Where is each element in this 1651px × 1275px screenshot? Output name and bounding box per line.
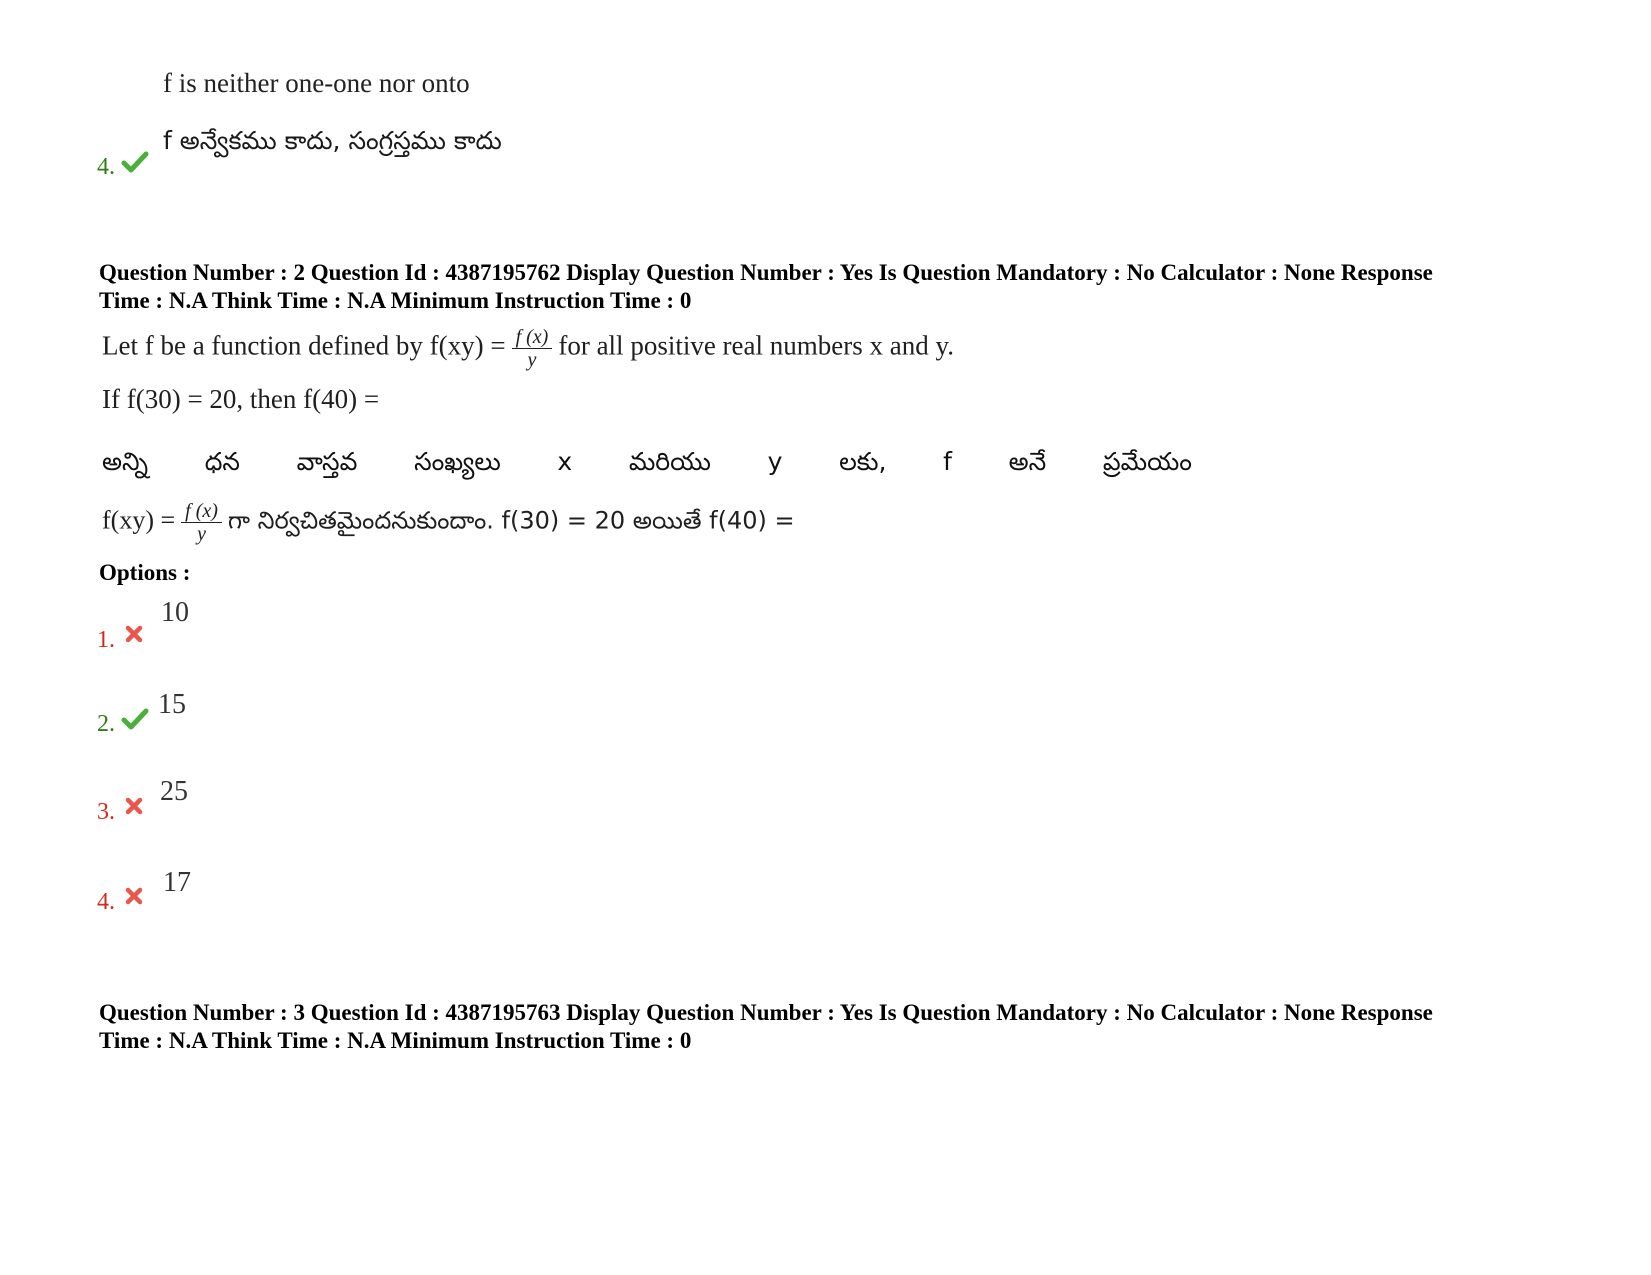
- check-icon: [121, 150, 149, 174]
- question-2-te-word: సంఖ్యలు: [414, 447, 501, 476]
- fraction-numerator: f (x): [512, 326, 553, 349]
- question-2-te-suffix: గా నిర్వచితమైందనుకుందాం. f(30) = 20 అయితే f(40) =: [227, 506, 795, 535]
- cross-icon: [124, 886, 152, 910]
- fraction-denominator-te: y: [197, 523, 206, 545]
- question-2-text-en-line2: If f(30) = 20, then f(40) =: [102, 384, 380, 414]
- question-2-en-suffix: for all positive real numbers x and y.: [558, 330, 954, 361]
- question-2-te-word: y: [767, 447, 783, 476]
- question-3-meta-line1: Question Number : 3 Question Id : 4387195763 Display Question Number : Yes Is Question Mandatory : No Calculator : None Response: [99, 1000, 1433, 1025]
- option-1-text: 10: [161, 597, 189, 628]
- question-2-en-prefix: Let f be a function defined by f(xy) =: [102, 330, 506, 361]
- fraction-numerator-te: f (x): [181, 500, 222, 523]
- question-2-te-word: ప్రమేయం: [1102, 447, 1192, 476]
- question-2-te-prefix: f(xy) =: [102, 505, 176, 535]
- options-label: Options :: [99, 560, 191, 585]
- question-2-te-word: వాస్తవ: [296, 447, 358, 476]
- question-2-te-word: x: [557, 447, 573, 476]
- question-2-te-word: లకు,: [839, 447, 887, 476]
- question-2-meta: [99, 259, 1569, 315]
- cross-icon: [124, 624, 152, 648]
- fraction-fx-over-y: [512, 326, 553, 371]
- question-3-meta: [99, 999, 1569, 1055]
- question-2-meta-line1: Question Number : 2 Question Id : 4387195762 Display Question Number : Yes Is Question Mandatory : No Calculator : None Response: [99, 260, 1433, 285]
- question-2-te-word: f: [943, 447, 952, 476]
- question-2-meta-line2: Time : N.A Think Time : N.A Minimum Instruction Time : 0: [99, 288, 692, 313]
- question-2-te-word: మరియు: [628, 447, 711, 476]
- check-icon: [121, 707, 149, 731]
- question-2-te-word: ధన: [204, 447, 240, 476]
- prev-option-4-number: 4.: [97, 154, 115, 180]
- option-4-text: 17: [163, 867, 191, 898]
- prev-option-4-text-en: f is neither one-one nor onto: [163, 68, 470, 98]
- option-2-text: 15: [158, 689, 186, 720]
- question-2-text-te-line1: [102, 447, 1192, 483]
- question-2-te-word: అన్ని: [102, 447, 149, 476]
- option-1-number: 1.: [97, 627, 115, 653]
- question-2-te-word: అనే: [1008, 447, 1047, 476]
- option-4-number: 4.: [97, 889, 115, 915]
- question-3-meta-line2: Time : N.A Think Time : N.A Minimum Instruction Time : 0: [99, 1028, 692, 1053]
- option-3-number: 3.: [97, 799, 115, 825]
- fraction-denominator: y: [527, 349, 537, 371]
- option-2-number: 2.: [97, 711, 115, 737]
- cross-icon: [124, 796, 152, 820]
- fraction-fx-over-y-te: [181, 500, 222, 545]
- prev-option-4-text-te: f అన్వేకము కాదు, సంగ్రస్తము కాదు: [163, 126, 502, 155]
- option-3-text: 25: [160, 776, 188, 807]
- question-2-text-en-line1: [102, 326, 954, 371]
- question-2-text-te-line2: [102, 500, 795, 545]
